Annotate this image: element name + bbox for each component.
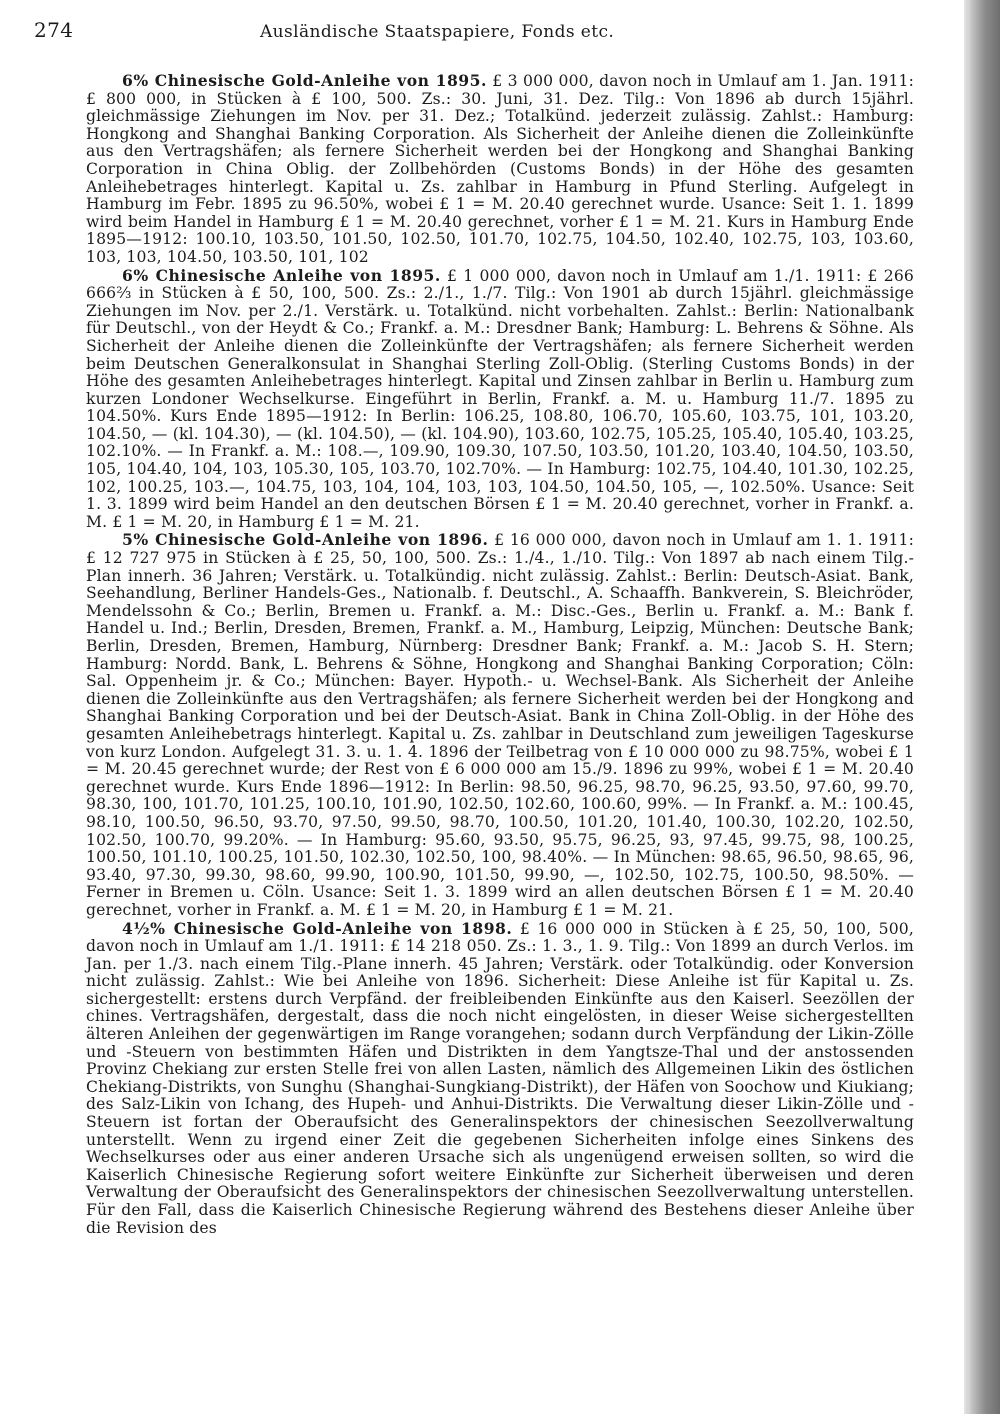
entry-title: 6% Chinesische Anleihe von 1895. [122,265,441,285]
scan-page-edge [964,0,1000,1414]
document-page [34,18,914,1408]
entry-gold-loan-1896 [86,531,914,919]
entry-text: £ 3 000 000, davon noch in Umlauf am 1. Jan. 1911: £ 800 000, in Stücken à £ 100, 500. Zs.: 30. Juni, 31. Dez. Tilg.: Von 1896 ab durch 15jährl. gleichmässige Ziehungen im Nov. per 31. Dez.; Totalkünd. jederzeit zulässig. Zahlst.: Hamburg: Hongkong and Shanghai Banking Corporation. Als Sicherheit der Anleihe dienen die Zolleinkünfte aus den Vertragshäfen; als fernere Sicherheit werden bei der Hongkong and Shanghai Banking Corporation in China Oblig. der Zollbehörden (Customs Bonds) in der Höhe des gesamten Anleihebetrages hinterlegt. Kapital u. Zs. zahlbar in Hamburg in Pfund Sterling. Aufgelegt in Hamburg im Febr. 1895 zu 96.50%, wobei £ 1 = M. 20.40 gerechnet wurde. Usance: Seit 1. 1. 1899 wird beim Handel in Hamburg £ 1 = M. 20.40 gerechnet, vorher £ 1 = M. 21. Kurs in Hamburg Ende 1895—1912: 100.10, 103.50, 101.50, 102.50, 101.70, 102.75, 104.50, 102.40, 102.75, 103, 103.60, 103, 103, 104.50, 103.50, 101, 102 [86,72,914,266]
entry-title: 5% Chinesische Gold-Anleihe von 1896. [122,530,489,550]
entry-text: £ 16 000 000 in Stücken à £ 25, 50, 100, 500, davon noch in Umlauf am 1./1. 1911: £ 14 218 050. Zs.: 1. 3., 1. 9. Tilg.: Von 1899 an durch Verlos. im Jan. per 1./3. nach einem Tilg.-Plane innerh. 45 Jahren; Verstärk. oder Totalkündig. oder Konversion nicht zulässig. Zahlst.: Wie bei Anleihe von 1896. Sicherheit: Diese Anleihe ist für Kapital u. Zs. sichergestellt: erstens durch Verpfänd. der freibleibenden Einkünfte aus den Kaiserl. Seezöllen der chines. Vertragshäfen, dergestalt, dass die noch nicht eingelösten, in dieser Weise sichergestellten älteren Anleihen der gegenwärtigen im Range vorangehen; sodann durch Verpfändung der Likin-Zölle und -Steuern von bestimmten Häfen und Distrikten in dem Yangtsze-Thal und der anstossenden Provinz Chekiang zur ersten Stelle frei von allen Lasten, nämlich des Allgemeinen Likin des östlichen Chekiang-Distrikts, von Sunghu (Shanghai-Sungkiang-Distrikt), der Häfen von Soochow und Kiukiang; des Salz-Likin von Ichang, des Hupeh- und Anhui-Distrikts. Die Verwaltung dieser Likin-Zölle und -Steuern ist fortan der Oberaufsicht des Generalinspektors der chinesischen Seezollverwaltung unterstellt. Wenn zu irgend einer Zeit die gegebenen Sicherheiten infolge eines Sinkens des Wechselkurses oder aus einer anderen Ursache sich als ungenügend erweisen sollten, so wird die Kaiserlich Chinesische Regierung sofort weitere Einkünfte zur Sicherheit überweisen und deren Verwaltung der Oberaufsicht des Generalinspektors der chinesischen Seezollverwaltung unterstellen. Für den Fall, dass die Kaiserlich Chinesische Regierung während des Bestehens dieser Anleihe über die Revision des [86,919,914,1237]
entry-title: 6% Chinesische Gold-Anleihe von 1895. [122,71,487,90]
page-header [34,18,914,58]
running-title: Ausländische Staatspapiere, Fonds etc. [260,22,615,42]
entry-gold-loan-1898 [86,920,914,1238]
entry-gold-loan-1895 [86,72,914,267]
entry-loan-1895 [86,267,914,532]
entry-title: 4½% Chinesische Gold-Anleihe von 1898. [122,918,513,938]
entry-text: £ 1 000 000, davon noch in Umlauf am 1./1. 1911: £ 266 666⅔ in Stücken à £ 50, 100, 500. Zs.: 2./1., 1./7. Tilg.: Von 1901 ab durch 15jährl. gleichmässige Ziehungen im Nov. per 2./1. Verstärk. u. Totalkünd. nicht vorbehalten. Zahlst.: Berlin: Nationalbank für Deutschl., von der Heydt & Co.; Frankf. a. M.: Dresdner Bank; Hamburg: L. Behrens & Söhne. Als Sicherheit der Anleihe dienen die Zolleinkünfte der Vertragshäfen; als fernere Sicherheit werden beim Deutschen Generalkonsulat in Shanghai Sterling Zoll-Oblig. (Sterling Customs Bonds) in der Höhe des gesamten Anleihebetrages hinterlegt. Kapital und Zinsen zahlbar in Berlin u. Hamburg zum kurzen Londoner Wechselkurse. Eingeführt in Berlin, Frankf. a. M. u. Hamburg 11./7. 1895 zu 104.50%. Kurs Ende 1895—1912: In Berlin: 106.25, 108.80, 106.70, 105.60, 103.75, 101, 103.20, 104.50, — (kl. 104.30), — (kl. 104.50), — (kl. 104.90), 103.60, 102.75, 105.25, 105.40, 105.40, 103.25, 102.10%. — In Frankf. a. M.: 108.—, 109.90, 109.30, 107.50, 103.50, 101.20, 103.40, 104.50, 103.50, 105, 104.40, 104, 103, 105.30, 105, 103.70, 102.70%. — In Hamburg: 102.75, 104.40, 101.30, 102.25, 102, 100.25, 103.—, 104.75, 103, 104, 104, 103, 103, 104.50, 104.50, 105, —, 102.50%. Usance: Seit 1. 3. 1899 wird beim Handel an den deutschen Börsen £ 1 = M. 20.40 gerechnet, vorher in Frankf. a. M. £ 1 = M. 20, in Hamburg £ 1 = M. 21. [86,266,914,531]
entry-text: £ 16 000 000, davon noch in Umlauf am 1. 1. 1911: £ 12 727 975 in Stücken à £ 25, 50, 100, 500. Zs.: 1./4., 1./10. Tilg.: Von 1897 ab nach einem Tilg.-Plan innerh. 36 Jahren; Verstärk. u. Totalkündig. nicht zulässig. Zahlst.: Berlin: Deutsch-Asiat. Bank, Seehandlung, Berliner Handels-Ges., Nationalb. f. Deutschl., A. Schaaffh. Bankverein, S. Bleichröder, Mendelssohn & Co.; Berlin, Bremen u. Frankf. a. M.: Disc.-Ges., Berlin u. Frankf. a. M.: Bank f. Handel u. Ind.; Berlin, Dresden, Bremen, Frankf. a. M., Hamburg, Leipzig, München: Deutsche Bank; Berlin, Dresden, Bremen, Hamburg, Nürnberg: Dresdner Bank; Frankf. a. M.: Jacob S. H. Stern; Hamburg: Nordd. Bank, L. Behrens & Söhne, Hongkong and Shanghai Banking Corporation; Cöln: Sal. Oppenheim jr. & Co.; München: Bayer. Hypoth.- u. Wechsel-Bank. Als Sicherheit der Anleihe dienen die Zolleinkünfte aus den Vertragshäfen; als fernere Sicherheit werden bei der Hongkong and Shanghai Banking Corporation und bei der Deutsch-Asiat. Bank in China Zoll-Oblig. in der Höhe des gesamten Anleihebetrags hinterlegt. Kapital u. Zs. zahlbar in Deutschland zum jeweiligen Tageskurse von kurz London. Aufgelegt 31. 3. u. 1. 4. 1896 der Teilbetrag von £ 10 000 000 zu 98.75%, wobei £ 1 = M. 20.45 gerechnet wurde; der Rest von £ 6 000 000 am 15./9. 1896 zu 99%, wobei £ 1 = M. 20.40 gerechnet wurde. Kurs Ende 1896—1912: In Berlin: 98.50, 96.25, 98.70, 96.25, 93.50, 97.60, 99.70, 98.30, 100, 101.70, 101.25, 100.10, 101.90, 102.50, 102.60, 100.60, 99%. — In Frankf. a. M.: 100.45, 98.10, 100.50, 96.50, 93.70, 97.50, 99.50, 98.70, 100.50, 101.20, 101.40, 100.30, 102.20, 102.50, 102.50, 100.70, 99.20%. — In Hamburg: 95.60, 93.50, 95.75, 96.25, 93, 97.45, 99.75, 98, 100.25, 100.50, 101.10, 100.25, 101.50, 102.30, 102.50, 100, 98.40%. — In München: 98.65, 96.50, 98.65, 96, 93.40, 97.30, 99.30, 98.60, 99.90, 100.90, 101.50, 99.90, —, 102.50, 102.75, 100.50, 98.50%. — Ferner in Bremen u. Cöln. Usance: Seit 1. 3. 1899 wird an allen deutschen Börsen £ 1 = M. 20.40 gerechnet, vorher in Frankf. a. M. £ 1 = M. 20, in Hamburg £ 1 = M. 21. [86,531,914,919]
page-number: 274 [34,18,74,42]
